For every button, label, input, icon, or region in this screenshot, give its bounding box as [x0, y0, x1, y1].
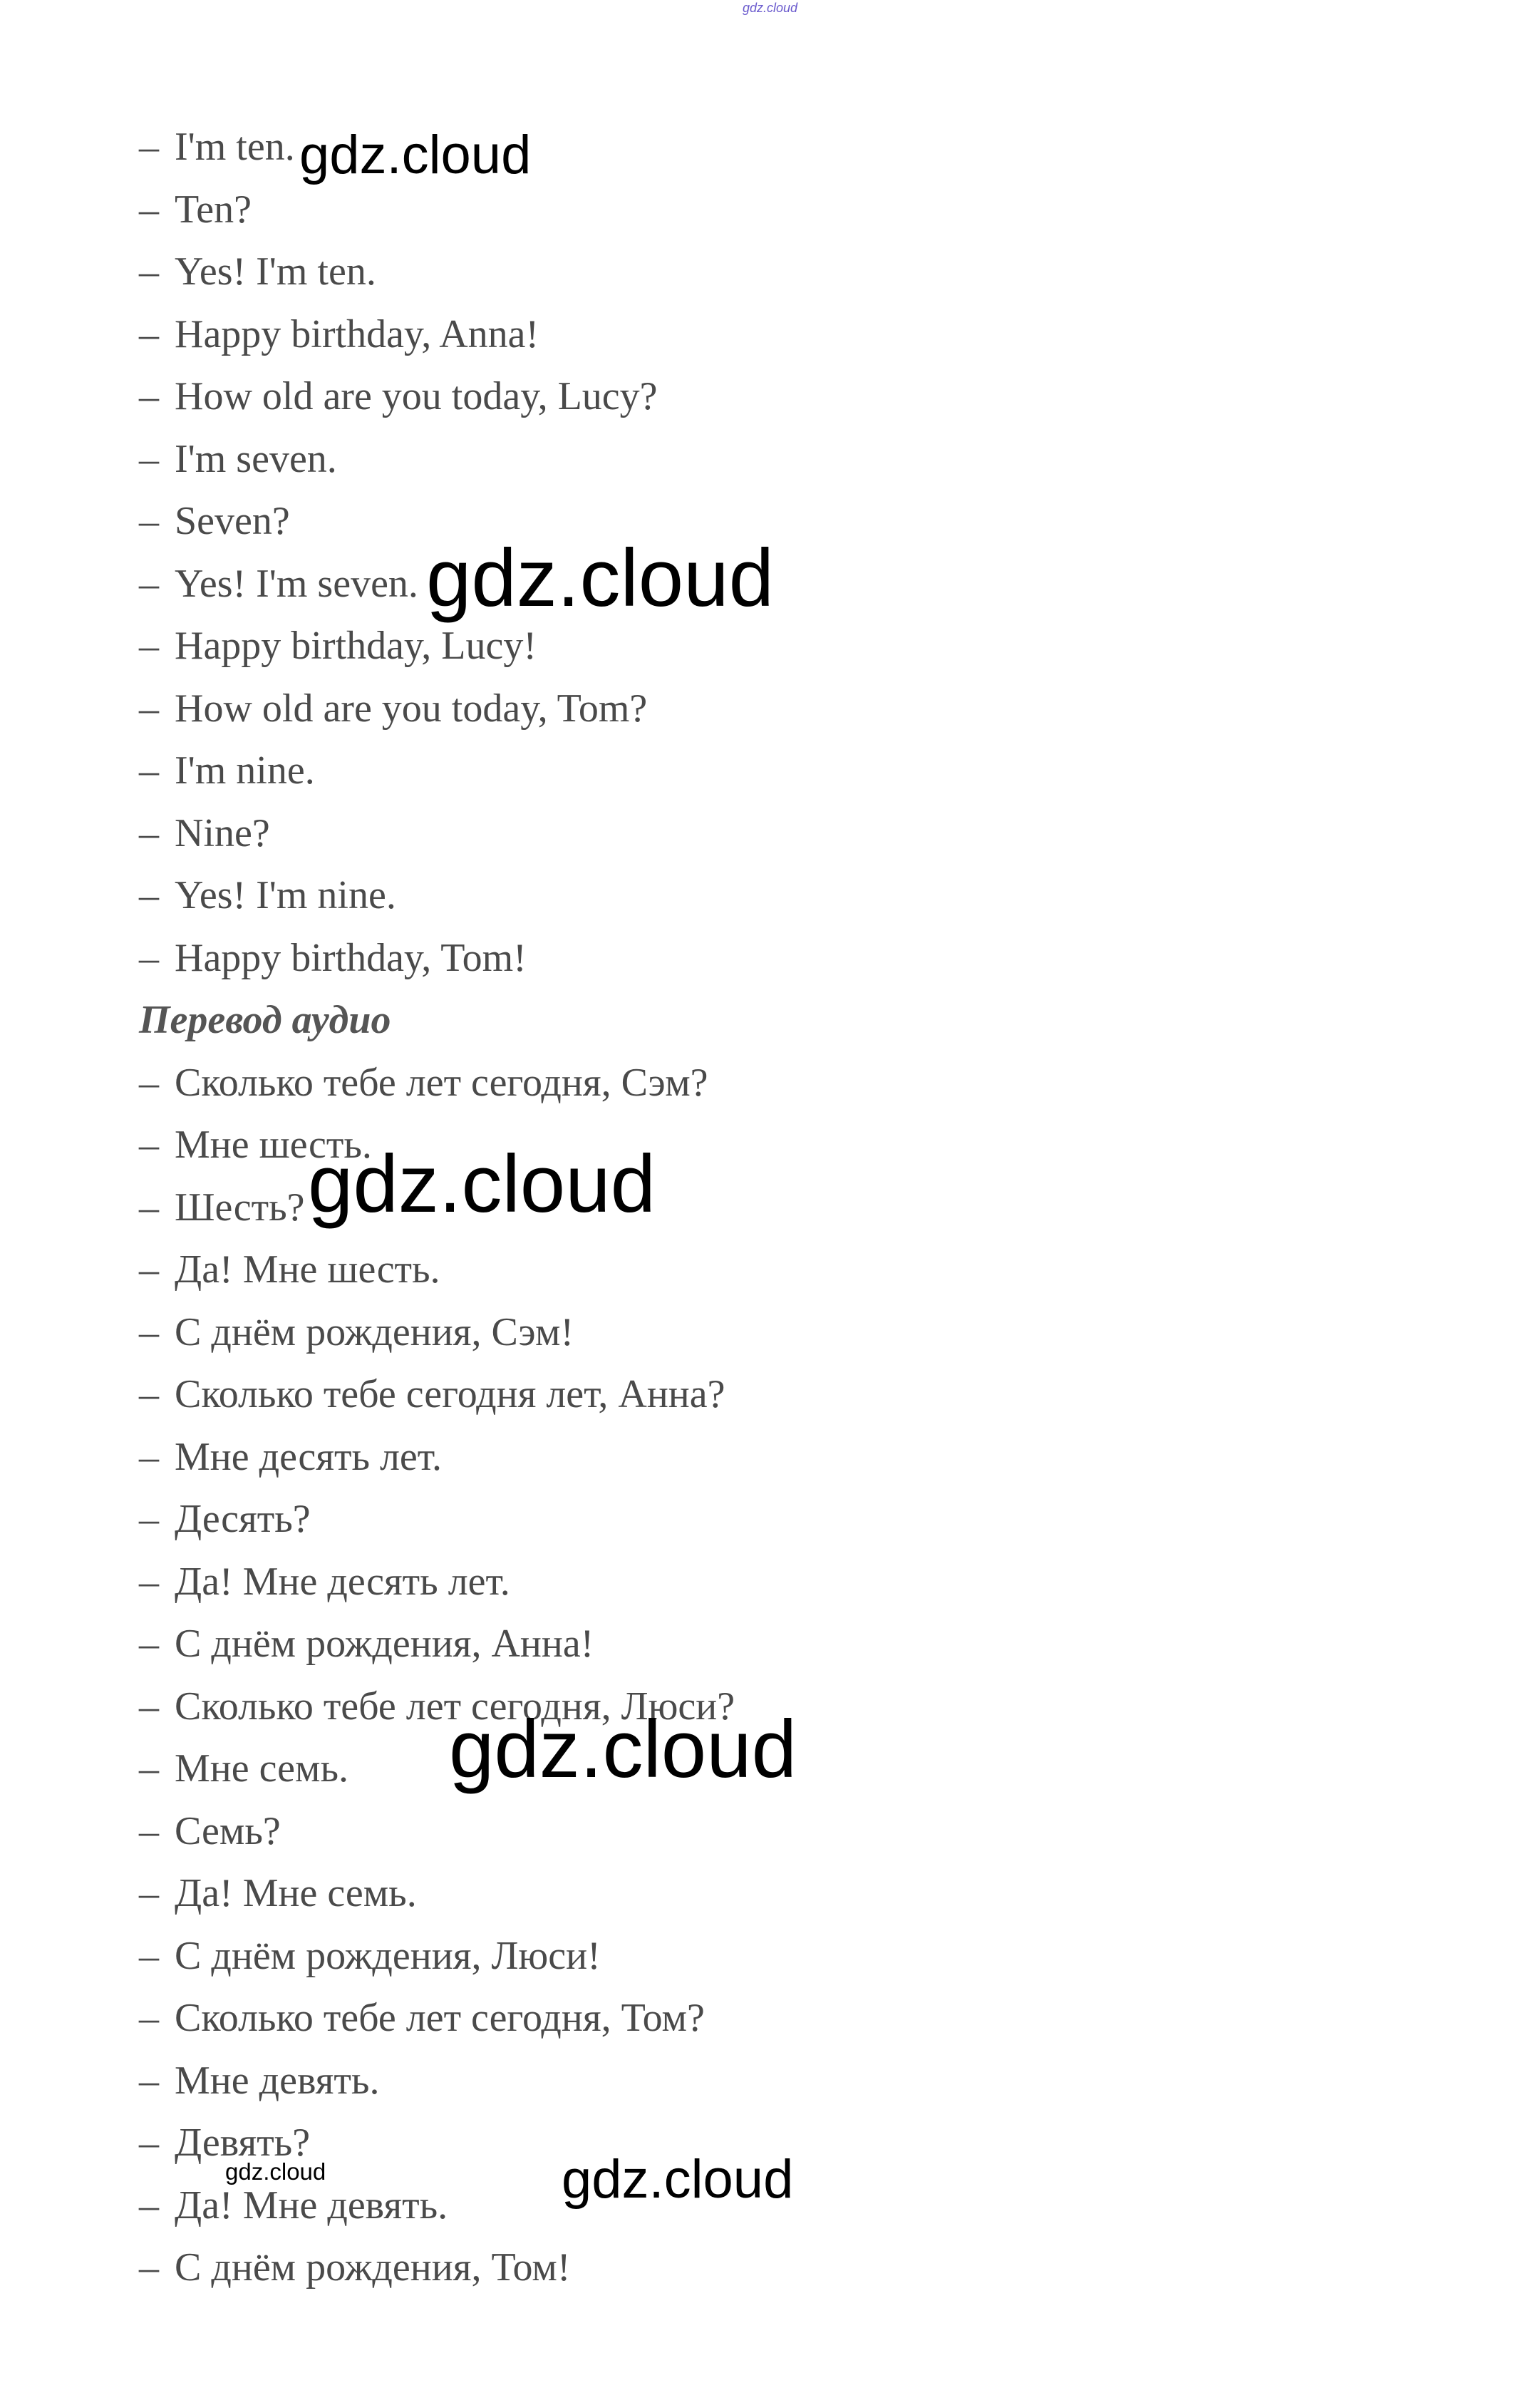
line-text: Да! Мне десять лет. [175, 1559, 510, 1604]
dash-glyph: – [139, 1372, 159, 1416]
watermark: gdz.cloud [299, 125, 532, 185]
dialogue-line [139, 241, 1137, 304]
dash-glyph: – [139, 499, 159, 543]
dialogue-line [139, 366, 1137, 428]
dialogue-line [139, 615, 1137, 678]
dialogue-line [139, 1613, 1137, 1676]
dialogue-line [139, 1801, 1137, 1863]
dash-glyph: – [139, 2121, 159, 2165]
line-text: How old are you today, Tom? [175, 686, 648, 731]
dash-glyph: – [139, 249, 159, 294]
top-watermark: gdz.cloud [742, 1, 798, 15]
line-text: Шесть? [175, 1185, 305, 1230]
line-text: Да! Мне семь. [175, 1871, 417, 1915]
dash-glyph: – [139, 1309, 159, 1354]
dash-glyph: – [139, 2058, 159, 2103]
dash-glyph: – [139, 935, 159, 980]
line-text: Happy birthday, Tom! [175, 935, 527, 980]
dash-glyph: – [139, 1247, 159, 1292]
dash-glyph: – [139, 1808, 159, 1853]
dash-glyph: – [139, 374, 159, 418]
dialogue-line [139, 1488, 1137, 1551]
line-text: Мне семь. [175, 1746, 348, 1791]
line-text: I'm nine. [175, 748, 315, 793]
line-text: Happy birthday, Lucy! [175, 624, 537, 668]
dialogue-line [139, 1987, 1137, 2050]
dash-glyph: – [139, 1123, 159, 1167]
dash-glyph: – [139, 1996, 159, 2040]
line-text: С днём рождения, Анна! [175, 1622, 594, 1666]
dash-glyph: – [139, 1746, 159, 1791]
line-text: Yes! I'm seven. [175, 561, 418, 606]
dash-glyph: – [139, 686, 159, 731]
line-text: Yes! I'm ten. [175, 249, 376, 294]
dash-glyph: – [139, 561, 159, 606]
dialogue-line [139, 428, 1137, 491]
dash-glyph: – [139, 1559, 159, 1604]
line-text: Seven? [175, 499, 290, 543]
translation-heading: Перевод аудио [139, 998, 391, 1042]
dialogue-line [139, 1052, 1137, 1115]
line-text: Nine? [175, 810, 270, 855]
dash-glyph: – [139, 125, 159, 169]
dash-glyph: – [139, 748, 159, 793]
dash-glyph: – [139, 1497, 159, 1541]
dialogue-line [139, 1925, 1137, 1988]
dialogue-line [139, 1426, 1137, 1489]
dialogue-line [139, 740, 1137, 803]
line-text: I'm seven. [175, 436, 337, 481]
dialogue-line [139, 678, 1137, 741]
dash-glyph: – [139, 2245, 159, 2290]
dialogue-line [139, 1302, 1137, 1364]
watermark: gdz.cloud [225, 2158, 326, 2185]
watermark: gdz.cloud [308, 1139, 656, 1230]
dash-glyph: – [139, 311, 159, 356]
line-text: Ten? [175, 187, 252, 232]
line-text: How old are you today, Lucy? [175, 374, 658, 418]
line-text: Да! Мне шесть. [175, 1247, 440, 1292]
dash-glyph: – [139, 624, 159, 668]
dialogue-line [139, 927, 1137, 990]
dialogue-line [139, 2237, 1137, 2299]
line-text: Девять? [175, 2121, 311, 2165]
dash-glyph: – [139, 810, 159, 855]
line-text: С днём рождения, Том! [175, 2245, 571, 2290]
line-text: Семь? [175, 1808, 281, 1853]
dialogue-line [139, 304, 1137, 366]
dash-glyph: – [139, 1871, 159, 1915]
line-text: Сколько тебе сегодня лет, Анна? [175, 1372, 725, 1416]
dash-glyph: – [139, 873, 159, 917]
dash-glyph: – [139, 436, 159, 481]
line-text: С днём рождения, Сэм! [175, 1309, 574, 1354]
watermark: gdz.cloud [562, 2149, 794, 2210]
line-text: Yes! I'm nine. [175, 873, 396, 917]
line-text: Мне девять. [175, 2058, 380, 2103]
dialogue-line [139, 865, 1137, 927]
watermark: gdz.cloud [449, 1704, 797, 1795]
line-text: Мне десять лет. [175, 1434, 443, 1479]
dash-glyph: – [139, 1622, 159, 1666]
line-text: Happy birthday, Anna! [175, 311, 539, 356]
dialogue-line [139, 1364, 1137, 1426]
line-text: Сколько тебе лет сегодня, Люси? [175, 1684, 735, 1729]
dash-glyph: – [139, 1933, 159, 1978]
line-text: Мне шесть. [175, 1123, 372, 1167]
line-text: Сколько тебе лет сегодня, Том? [175, 1996, 705, 2040]
dialogue-line [139, 1863, 1137, 1925]
dash-glyph: – [139, 1185, 159, 1230]
dash-glyph: – [139, 1684, 159, 1729]
dialogue-line [139, 2050, 1137, 2113]
dialogue-line [139, 803, 1137, 865]
watermark: gdz.cloud [426, 533, 775, 624]
dialogue-line [139, 1551, 1137, 1614]
line-text: I'm ten. [175, 125, 295, 169]
line-text: С днём рождения, Люси! [175, 1933, 601, 1978]
line-text: Десять? [175, 1497, 311, 1541]
dialogue-line [139, 1239, 1137, 1302]
line-text: Да! Мне девять. [175, 2183, 448, 2228]
dash-glyph: – [139, 187, 159, 232]
dash-glyph: – [139, 2183, 159, 2228]
dialogue-line [139, 116, 1137, 179]
line-text: Сколько тебе лет сегодня, Сэм? [175, 1060, 708, 1105]
dialogue-line [139, 179, 1137, 242]
dash-glyph: – [139, 1060, 159, 1105]
dash-glyph: – [139, 1434, 159, 1479]
